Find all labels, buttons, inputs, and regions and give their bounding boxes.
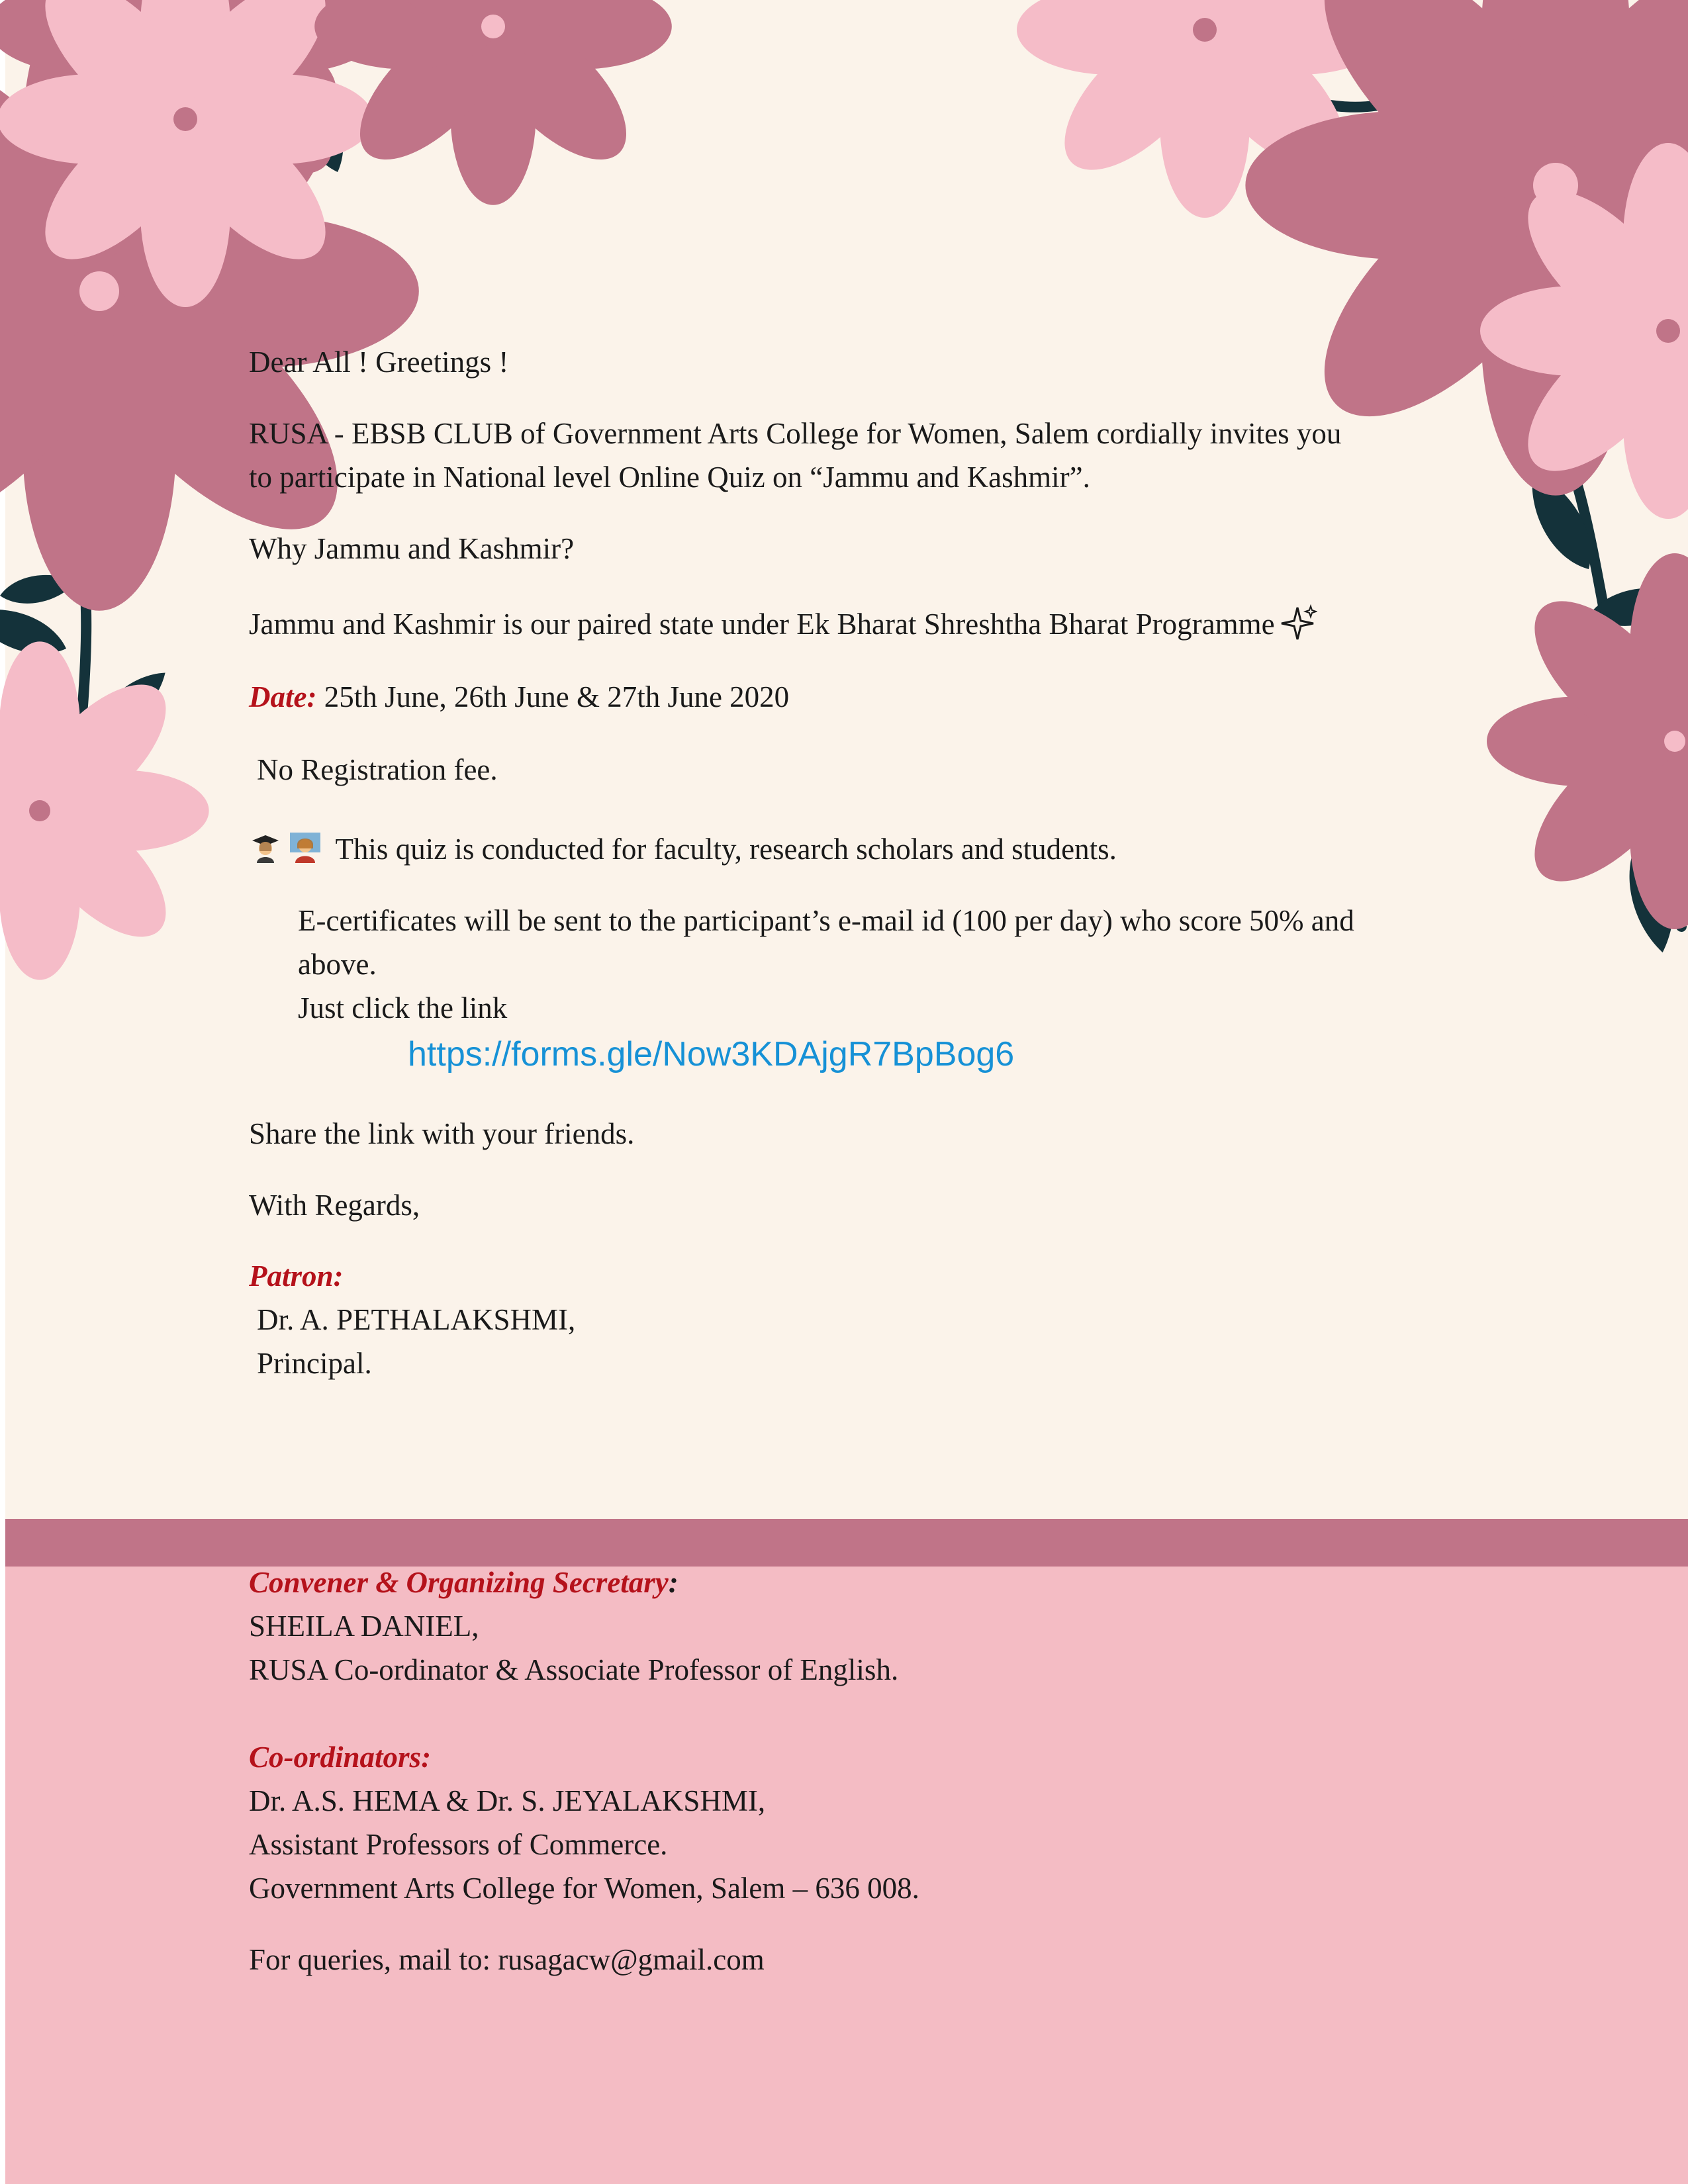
- flower-left-middle: [0, 641, 209, 979]
- convener-colon: :: [668, 1566, 679, 1599]
- flower-right-middle: [1487, 553, 1688, 929]
- audience-line: [249, 827, 1117, 871]
- convener-name: SHEILA DANIEL,: [249, 1610, 479, 1643]
- coordinators-names: Dr. A.S. HEMA & Dr. S. JEYALAKSHMI,: [249, 1784, 766, 1817]
- greeting: Dear All ! Greetings !: [249, 345, 509, 379]
- click-prompt: Just click the link: [298, 991, 508, 1024]
- teacher-emoji-icon: [289, 831, 322, 864]
- date-line: [249, 675, 789, 719]
- paired-state-text: [249, 602, 1317, 646]
- college-address: Government Arts College for Women, Salem – 636 008.: [249, 1872, 919, 1905]
- invite-line-1: RUSA - EBSB CLUB of Government Arts College for Women, Salem cordially invites you: [249, 417, 1342, 450]
- registration-fee: No Registration fee.: [257, 753, 498, 786]
- footer-divider-band: [5, 1519, 1688, 1567]
- invite-line-2: to participate in National level Online Quiz on “Jammu and Kashmir”.: [249, 461, 1090, 494]
- certificate-line-1: E-certificates will be sent to the participant’s e-mail id (100 per day) who score 50% and: [298, 904, 1354, 937]
- date-label: Date:: [249, 680, 317, 713]
- paired-state-label: Jammu and Kashmir is our paired state under Ek Bharat Shreshtha Bharat Programme: [249, 608, 1275, 641]
- date-value: 25th June, 26th June & 27th June 2020: [324, 680, 790, 713]
- convener-label-line: [249, 1561, 679, 1604]
- certificate-line-2: above.: [298, 948, 377, 981]
- patron-title: Principal.: [257, 1347, 372, 1380]
- quiz-form-link[interactable]: https://forms.gle/Now3KDAjgR7BpBog6: [408, 1035, 1015, 1073]
- coordinators-label: Co-ordinators:: [249, 1741, 432, 1774]
- patron-name: Dr. A. PETHALAKSHMI,: [257, 1303, 576, 1336]
- why-question: Why Jammu and Kashmir?: [249, 532, 575, 565]
- flower-top-center: [314, 0, 672, 205]
- convener-label: Convener & Organizing Secretary: [249, 1566, 669, 1599]
- patron-label: Patron:: [249, 1259, 344, 1293]
- audience-text: This quiz is conducted for faculty, research scholars and students.: [335, 833, 1117, 866]
- coordinators-title: Assistant Professors of Commerce.: [249, 1828, 668, 1861]
- convener-title: RUSA Co-ordinator & Associate Professor of English.: [249, 1653, 899, 1686]
- student-emoji-icon: [249, 831, 282, 864]
- share-text: Share the link with your friends.: [249, 1117, 635, 1150]
- regards-text: With Regards,: [249, 1189, 420, 1222]
- queries-email[interactable]: For queries, mail to: rusagacw@gmail.com: [249, 1943, 765, 1976]
- sparkles-icon: [1278, 604, 1317, 643]
